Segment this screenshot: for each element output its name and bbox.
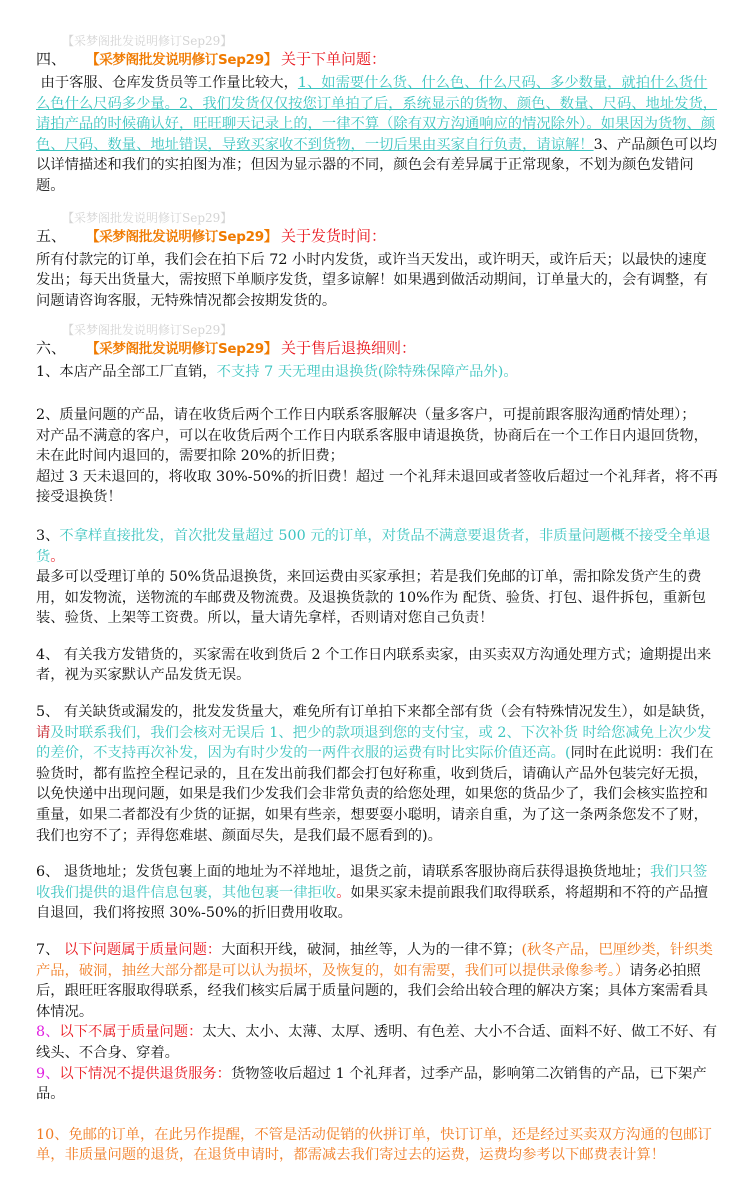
text-run: 。 bbox=[50, 548, 65, 565]
text-run: 2、质量问题的产品，请在收货后两个工作日内联系客服解决（量多客户，可提前跟客服沟通酌情处理）； 对产品不满意的客户，可以在收货后两个工作日内联系客服申请退换货，协商后在一个工作日内退回货物，未在此时间内退回的，需要扣除 20%的折旧费； 超过 3 天未退回的，将收取 30%-50%的折旧费！超过 一个礼拜未退回或者签收后超过一个礼拜者，将不再接受退换货！ bbox=[36, 406, 718, 506]
text-run: 以下情况不提供退货服务： bbox=[59, 1065, 231, 1082]
text-run: 。 bbox=[336, 884, 351, 901]
text-run: 请 bbox=[36, 724, 51, 741]
section-tag: 【采梦阁批发说明修订Sep29】 bbox=[86, 52, 278, 68]
paragraph-rule-7 bbox=[36, 940, 718, 1022]
section-heading bbox=[36, 338, 718, 360]
text-run: 10、免邮的订单，在此另作提醒，不管是活动促销的伙拼订单，快订订单，还是经过买卖双方沟通的包邮订单，非质量问题的退货，在退货申请时，都需减去我们寄过去的运费，运费均参考以下邮费表计算！ bbox=[36, 1126, 712, 1164]
ghost-tag-watermark: 【采梦阁批发说明修订Sep29】 bbox=[62, 323, 233, 338]
text-run: 不支持 7 天无理由退换货(除特殊保障产品外)。 bbox=[216, 364, 518, 381]
text-run: 3、产品颜色可以均以详情描述和我们的实拍图为准；但因为显示器的不同，颜色会有差异属于正常现象，不划为颜色发错问题。 bbox=[36, 136, 718, 194]
section-tag: 【采梦阁批发说明修订Sep29】 bbox=[86, 228, 278, 245]
section-header-group bbox=[36, 34, 718, 71]
text-run: 6、 退货地址；发货包裹上面的地址为不祥地址，退货之前，请联系客服协商后获得退换货地址； bbox=[36, 864, 651, 881]
section-title: 关于发货时间： bbox=[281, 226, 387, 245]
paragraph-rule-1 bbox=[36, 362, 718, 383]
text-run: 请务必拍照后，跟旺旺客服取得联系，经我们核实后属于质量问题的，我们会给出较合理的解决方案；具体方案需看具体情况。 bbox=[36, 962, 708, 1020]
text-run: 以下问题属于质量问题： bbox=[63, 942, 222, 958]
text-run: 3、 bbox=[36, 527, 60, 544]
section-heading bbox=[36, 226, 718, 248]
paragraph-order-issues bbox=[36, 73, 718, 197]
text-run: 及时联系我们，我们会核对无误后 1、把少的款项退到您的支付宝，或 2、下次补货 时给您减免上次少发的差价，不支持再次补发，因为有时少发的一两件衣服的运费有时比实际价值还高。( bbox=[36, 724, 712, 762]
text-run: 太大、太小、太薄、太厚、透明、有色差、大小不合适、面料不好、做工不好、有线头、不合身、穿着。 bbox=[36, 1024, 718, 1061]
ghost-tag-watermark: 【采梦阁批发说明修订Sep29】 bbox=[62, 210, 233, 225]
section-title: 关于售后退换细则： bbox=[281, 339, 417, 358]
text-run: 5、 有关缺货或漏发的，批发发货量大，难免所有订单拍下来都全部有货（会有特殊情况发生），如是缺货， bbox=[36, 704, 715, 721]
paragraph-rule-9 bbox=[36, 1064, 718, 1105]
text-run: 同时在此说明：我们在验货时，都有监控全程记录的，且在发出前我们都会打包好称重，收到货后，请确认产品外包装完好无损，以免快递中出现问题，如果是我们少发我们会非常负责的给您处理，如果您的货品少了，我们会核实监控和重量，如果二者都没有少货的证据，如果有些亲，想要耍小聪明，请亲自重，为了这一条两条您发不了财，我们也穷不了；弄得您难堪、颜面尽失，是我们最不愿看到的)。 bbox=[36, 745, 714, 844]
section-header-group bbox=[36, 211, 718, 248]
text-run: 1、本店产品全部工厂直销， bbox=[36, 364, 217, 381]
paragraph-rule-10 bbox=[36, 1125, 718, 1166]
section-header-group bbox=[36, 323, 718, 360]
paragraph-rule-2 bbox=[36, 405, 718, 508]
text-run: 我们只签收我们提供的退件信息包裹，其他包裹一律拒收 bbox=[36, 864, 708, 901]
section-number: 六、 bbox=[36, 339, 67, 358]
text-run: 货物签收后超过 1 个礼拜者，过季产品，影响第二次销售的产品，已下架产品。 bbox=[36, 1065, 707, 1103]
section-heading bbox=[36, 49, 718, 71]
text-run: 4、 有关我方发错货的，买家需在收到货后 2 个工作日内联系卖家，由买卖双方沟通处理方式；逾期提出来者，视为买家默认产品发货无误。 bbox=[36, 646, 712, 684]
paragraph-rule-4 bbox=[36, 645, 718, 686]
text-run: 1、如需要什么货、什么色、什么尺码、多少数量，就拍什么货什么色什么尺码多少量。2、我们发货仅仅按您订单拍了后，系统显示的货物、颜色、数量、尺码、地址发货，请拍产品的时候确认好，旺旺聊天记录上的，一律不算（除有双方沟通响应的情况除外）。如果因为货物、颜色、尺码、数量、地址错误，导致买家收不到货物，一切后果由买家自行负责，请谅解！ bbox=[36, 75, 718, 153]
ghost-tag-watermark: 【采梦阁批发说明修订Sep29】 bbox=[62, 34, 233, 48]
text-run: 最多可以受理订单的 50%货品退换货，来回运费由买家承担；若是我们免邮的订单，需扣除发货产生的费用，如发物流，送物流的车邮费及物流费。及退换货款的 10%作为 配货、验货、打包、退件拆包，重新包装、验货、上架等工资费。所以，量大请先拿样，否则请对您自己负责！ bbox=[36, 569, 706, 627]
section-tag: 【采梦阁批发说明修订Sep29】 bbox=[86, 341, 278, 358]
section-title: 关于下单问题： bbox=[281, 50, 387, 68]
text-run: 以下不属于质量问题： bbox=[59, 1024, 203, 1041]
text-run: (秋冬产品，巴厘纱类，针织类产品，破洞，抽丝大部分都是可以认为损坏，及恢复的，如有需要，我们可以提供录像参考。） bbox=[36, 942, 713, 979]
text-run: 不拿样直接批发，首次批发量超过 500 元的订单，对货品不满意要退货者，非质量问题概不接受全单退货 bbox=[36, 527, 711, 565]
section-number: 五、 bbox=[36, 226, 67, 245]
text-run: 由于客服、仓库发货员等工作量比较大， bbox=[36, 75, 298, 91]
paragraph-rule-8 bbox=[36, 1022, 718, 1063]
text-run: 8、 bbox=[36, 1024, 60, 1041]
paragraph-rule-6 bbox=[36, 862, 718, 924]
paragraph-shipping-time bbox=[36, 250, 718, 312]
text-run: 9、 bbox=[36, 1065, 60, 1082]
text-run: 所有付款完的订单，我们会在拍下后 72 小时内发货，或许当天发出，或许明天，或许后天；以最快的速度发出；每天出货量大，需按照下单顺序发货，望多谅解！如果遇到做活动期间，订单量大的，会有调整，有问题请咨询客服，无特殊情况都会按期发货的。 bbox=[36, 251, 708, 309]
paragraph-rule-5 bbox=[36, 702, 718, 846]
section-number: 四、 bbox=[36, 50, 67, 68]
text-run: 大面积开线，破洞，抽丝等，人为的一律不算； bbox=[221, 942, 522, 958]
text-run: 如果买家未提前跟我们取得联系，将超期和不符的产品擅自退回，我们将按照 30%-50%的折旧费用收取。 bbox=[36, 884, 708, 922]
paragraph-rule-3 bbox=[36, 526, 718, 629]
text-run: 7、 bbox=[36, 942, 64, 958]
